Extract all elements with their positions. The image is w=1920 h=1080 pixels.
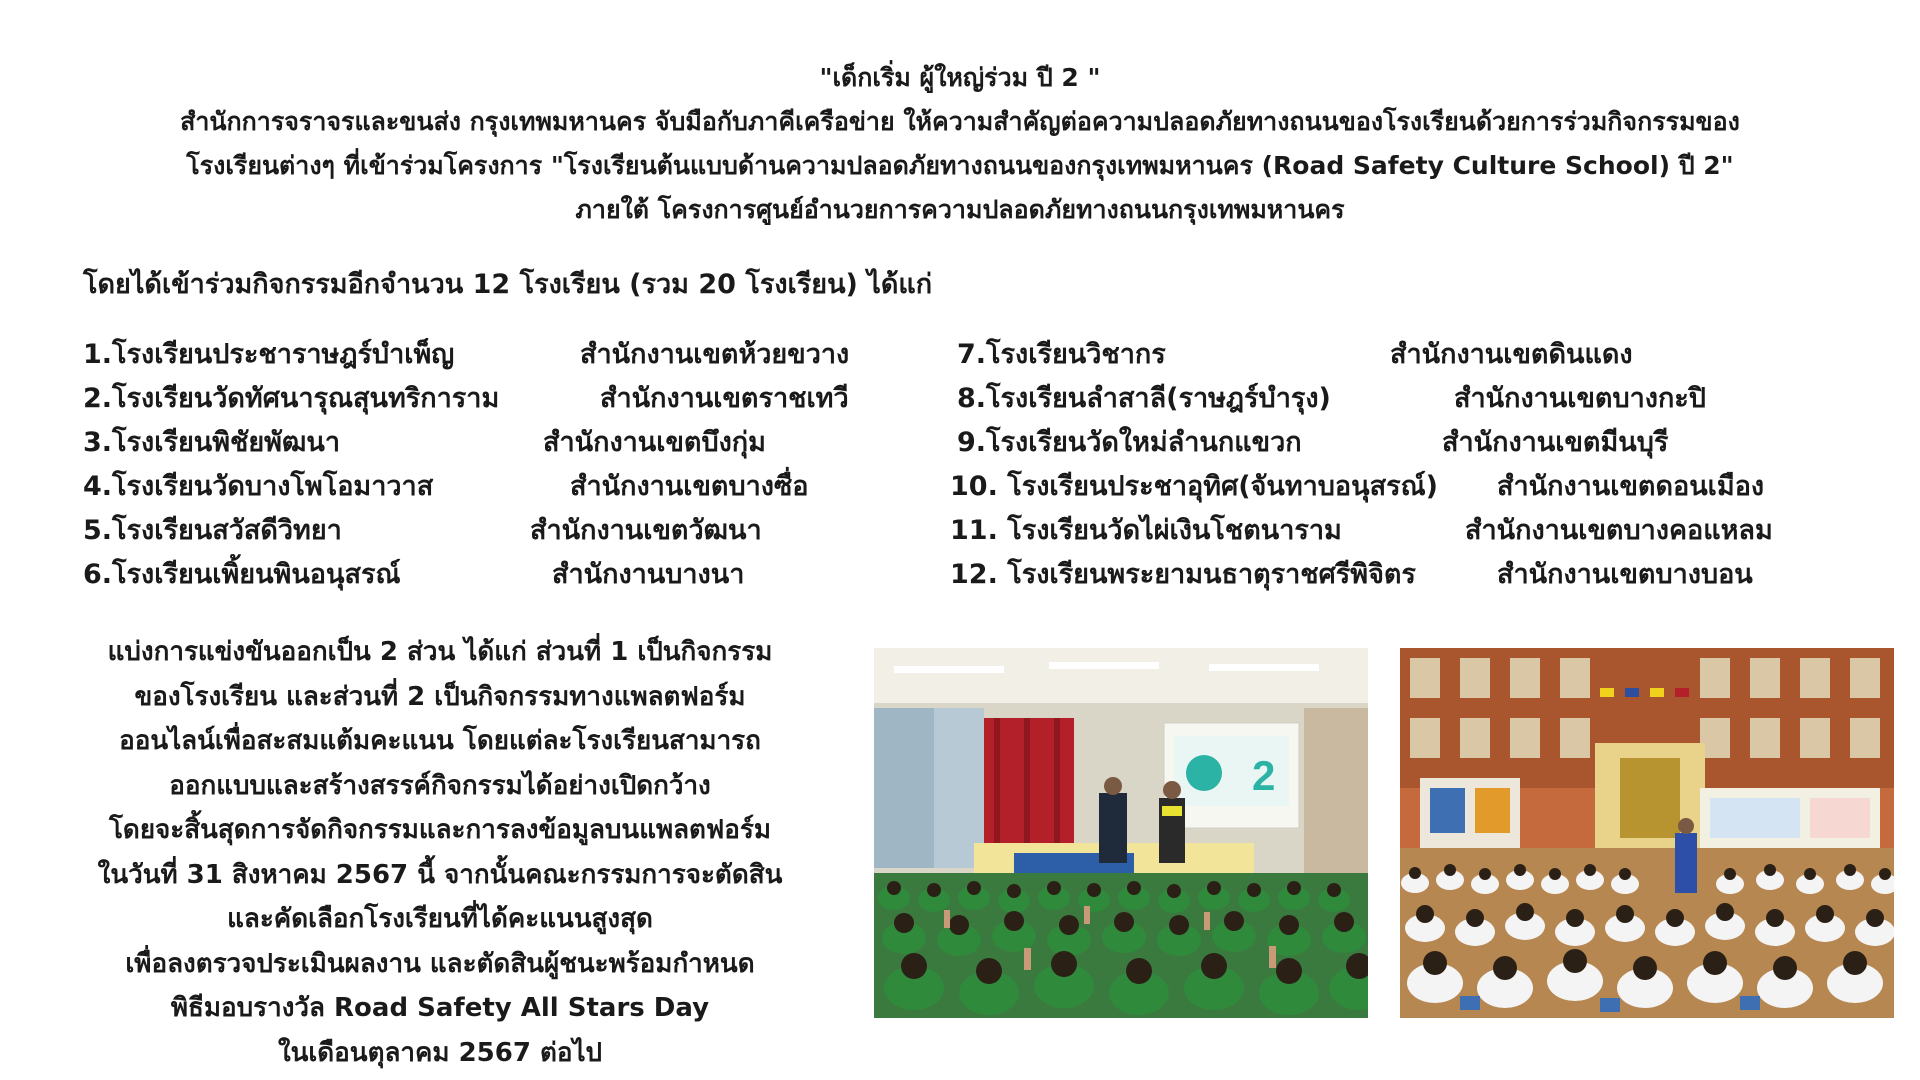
description-paragraph: [40, 630, 840, 1075]
classroom-activity-photo: [874, 648, 1368, 1018]
district-name: สำนักงานเขตบึงกุ่ม: [543, 427, 766, 458]
school-name: 6.โรงเรียนเพิ้ยนพินอนุสรณ์: [83, 559, 401, 590]
school-name: 7.โรงเรียนวิชากร: [957, 339, 1166, 370]
header: [40, 56, 1880, 232]
school-name: 11. โรงเรียนวัดไผ่เงินโชตนาราม: [950, 515, 1342, 546]
paragraph-line: ออกแบบและสร้างสรรค์กิจกรรมได้อย่างเปิดกว้าง: [169, 770, 711, 801]
district-name: สำนักงานเขตมีนบุรี: [1442, 427, 1669, 458]
paragraph-line: เพื่อลงตรวจประเมินผลงาน และตัดสินผู้ชนะพร้อมกำหนด: [125, 948, 755, 979]
paragraph-line: แบ่งการแข่งขันออกเป็น 2 ส่วน ได้แก่ ส่วนที่ 1 เป็นกิจกรรม: [107, 637, 773, 667]
district-name: สำนักงานเขตห้วยขวาง: [580, 339, 850, 370]
district-name: สำนักงานเขตบางซื่อ: [570, 471, 809, 502]
school-name: 12. โรงเรียนพระยามนธาตุราชศรีพิจิตร: [950, 559, 1416, 590]
paragraph-line: ในวันที่ 31 สิงหาคม 2567 นี้ จากนั้นคณะกรรมการจะตัดสิน: [97, 859, 783, 890]
school-name: 10. โรงเรียนประชาอุทิศ(จันทาบอนุสรณ์): [950, 471, 1438, 502]
school-name: 3.โรงเรียนพิชัยพัฒนา: [83, 427, 340, 458]
district-name: สำนักงานเขตดินแดง: [1390, 339, 1633, 370]
intro-text: โดยได้เข้าร่วมกิจกรรมอีกจำนวน 12 โรงเรียน (รวม 20 โรงเรียน) ได้แก่: [83, 269, 933, 300]
district-name: สำนักงานเขตดอนเมือง: [1497, 471, 1765, 502]
screen-number: 2: [1252, 752, 1276, 799]
paragraph-line: ออนไลน์เพื่อสะสมแต้มคะแนน โดยแต่ละโรงเรียนสามารถ: [119, 726, 761, 756]
header-line-2: สำนักการจราจรและขนส่ง กรุงเทพมหานคร จับมือกับภาคีเครือข่าย ให้ความสำคัญต่อความปลอดภัยทางถนนของโรงเรียนด้วยการร่วมกิจกรรมของ: [180, 107, 1740, 136]
school-name: 9.โรงเรียนวัดใหม่ลำนกแขวก: [957, 427, 1302, 458]
paragraph-line: และคัดเลือกโรงเรียนที่ได้คะแนนสูงสุด: [227, 904, 653, 934]
school-name: 2.โรงเรียนวัดทัศนารุณสุนทริการาม: [83, 383, 500, 414]
district-name: สำนักงานเขตราชเทวี: [600, 383, 849, 414]
school-hall-activity-photo: [1400, 648, 1894, 1018]
page-title: "เด็กเริ่ม ผู้ใหญ่ร่วม ปี 2 ": [819, 63, 1101, 92]
paragraph-line: ของโรงเรียน และส่วนที่ 2 เป็นกิจกรรมทางแพลตฟอร์ม: [134, 681, 746, 712]
header-line-4: ภายใต้ โครงการศูนย์อำนวยการความปลอดภัยทางถนนกรุงเทพมหานคร: [575, 195, 1345, 224]
district-name: สำนักงานบางนา: [552, 559, 745, 590]
school-name: 1.โรงเรียนประชาราษฎร์บำเพ็ญ: [83, 339, 455, 370]
paragraph-line: ในเดือนตุลาคม 2567 ต่อไป: [277, 1037, 603, 1068]
school-name: 8.โรงเรียนลำสาลี(ราษฎร์บำรุง): [957, 383, 1331, 414]
district-name: สำนักงานเขตบางบอน: [1497, 559, 1753, 590]
school-name: 5.โรงเรียนสวัสดีวิทยา: [83, 515, 342, 546]
paragraph-line: พิธีมอบรางวัล Road Safety All Stars Day: [170, 993, 710, 1023]
school-name: 4.โรงเรียนวัดบางโพโอมาวาส: [83, 471, 434, 502]
district-name: สำนักงานเขตวัฒนา: [530, 515, 762, 546]
district-name: สำนักงานเขตบางกะปิ: [1454, 383, 1706, 414]
header-line-3: โรงเรียนต่างๆ ที่เข้าร่วมโครงการ "โรงเรียนต้นแบบด้านความปลอดภัยทางถนนของกรุงเทพมหานคร (Road Safety Culture School) ปี 2": [186, 151, 1734, 180]
paragraph-line: โดยจะสิ้นสุดการจัดกิจกรรมและการลงข้อมูลบนแพลตฟอร์ม: [108, 815, 772, 845]
district-name: สำนักงานเขตบางคอแหลม: [1465, 515, 1773, 546]
